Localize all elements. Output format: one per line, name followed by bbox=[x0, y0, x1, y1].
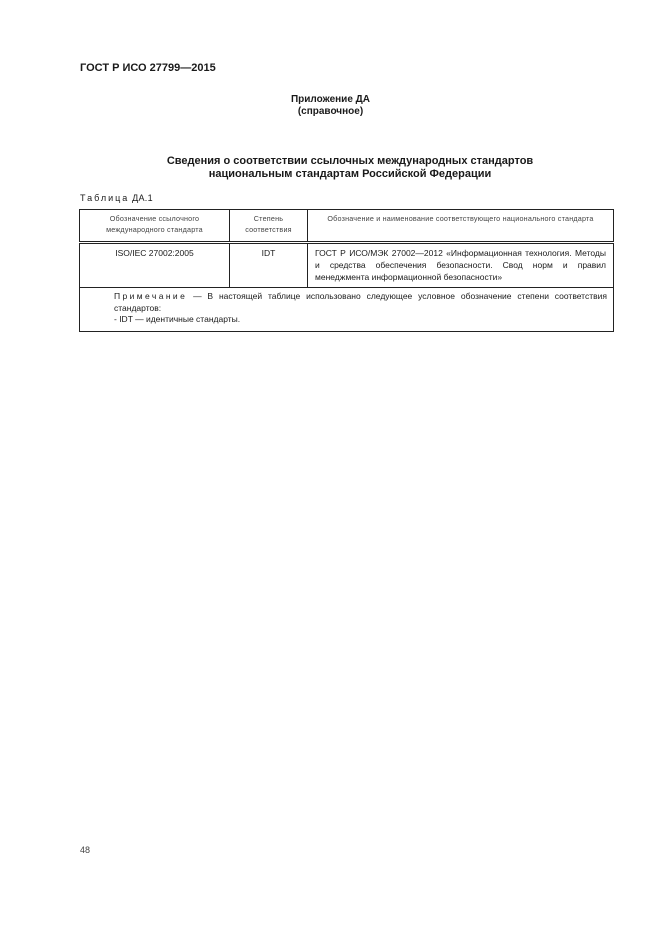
note-item: - IDT — идентичные стандарты. bbox=[114, 314, 241, 324]
section-title-line-2: национальным стандартам Российской Федерации bbox=[208, 168, 492, 180]
section-title bbox=[0, 155, 661, 181]
annex-subtitle: (справочное) bbox=[297, 106, 364, 117]
table-caption bbox=[80, 193, 153, 203]
note-text: — В настоящей таблице использовано следующее условное обозначение степени соответствия стандартов: bbox=[114, 291, 607, 313]
standards-correspondence-table bbox=[79, 209, 614, 332]
table-note-row bbox=[80, 288, 614, 332]
table-header-row bbox=[80, 210, 614, 243]
cell-national-standard: ГОСТ Р ИСО/МЭК 27002—2012 «Информационная технология. Методы и средства обеспечения безопасности. Свод норм и правил менеджмента информационной безопасности» bbox=[308, 243, 614, 288]
page-number: 48 bbox=[80, 845, 91, 855]
column-header-national-standard: Обозначение и наименование соответствующего национального стандарта bbox=[308, 210, 614, 243]
note-label: Примечание bbox=[114, 291, 188, 301]
annex-title: Приложение ДА bbox=[290, 94, 371, 105]
note-paragraph bbox=[86, 291, 607, 314]
annex-heading bbox=[0, 94, 661, 118]
section-title-line-1: Сведения о соответствии ссылочных международных стандартов bbox=[166, 155, 534, 167]
table-note bbox=[80, 288, 614, 332]
cell-international-standard: ISO/IEC 27002:2005 bbox=[80, 243, 230, 288]
table-caption-prefix: Таблица bbox=[80, 193, 130, 203]
column-header-international-standard: Обозначение ссылочного международного стандарта bbox=[80, 210, 230, 243]
document-code: ГОСТ Р ИСО 27799—2015 bbox=[80, 62, 216, 74]
column-header-degree: Степень соответствия bbox=[230, 210, 308, 243]
table-row bbox=[80, 243, 614, 288]
cell-degree: IDT bbox=[230, 243, 308, 288]
table-caption-id: ДА.1 bbox=[132, 193, 153, 203]
